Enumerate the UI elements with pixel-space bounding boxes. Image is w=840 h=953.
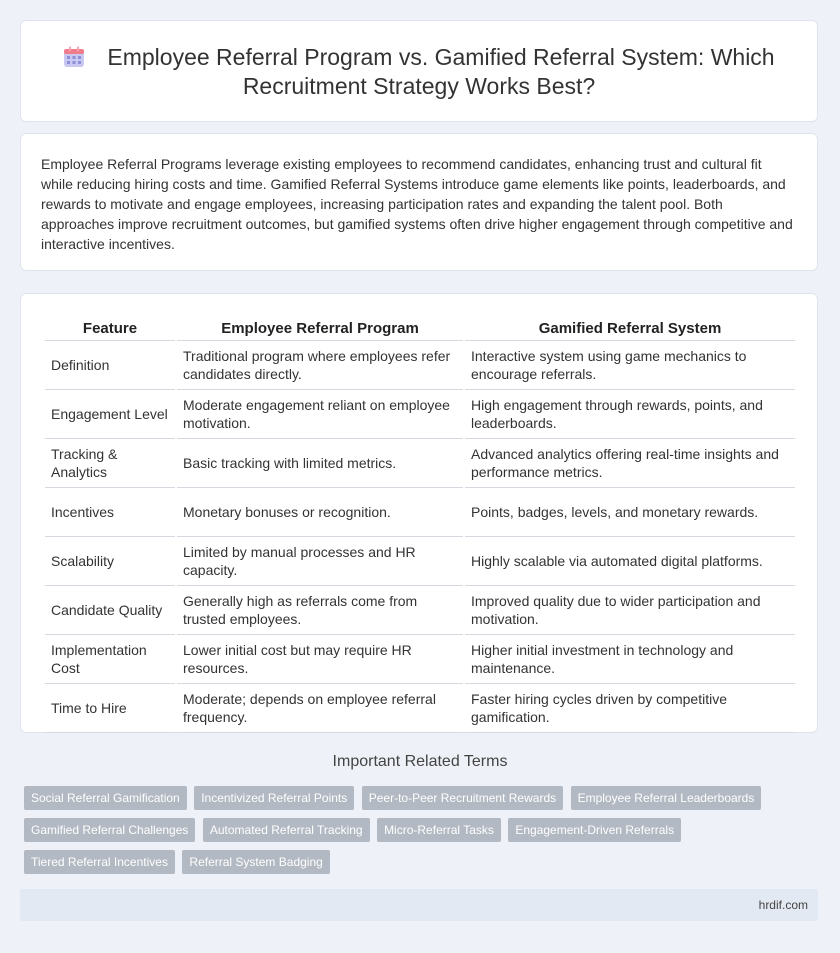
- tag-peer-to-peer-recruitment-rewards[interactable]: Peer-to-Peer Recruitment Rewards: [362, 786, 563, 810]
- row-employee-value: Limited by manual processes and HR capacity.: [177, 537, 463, 586]
- row-gamified-value: Higher initial investment in technology and maintenance.: [465, 635, 795, 684]
- page-title-wrap: [21, 43, 817, 101]
- footer: [20, 889, 818, 921]
- tag-social-referral-gamification[interactable]: Social Referral Gamification: [24, 786, 187, 810]
- row-feature: Tracking & Analytics: [45, 439, 175, 488]
- row-employee-value: Monetary bonuses or recognition.: [177, 488, 463, 537]
- tag-incentivized-referral-points[interactable]: Incentivized Referral Points: [194, 786, 354, 810]
- row-gamified-value: High engagement through rewards, points, and leaderboards.: [465, 390, 795, 439]
- comparison-card: [20, 293, 818, 733]
- table-row: [45, 537, 795, 586]
- table-row: [45, 684, 795, 733]
- related-terms-title: Important Related Terms: [332, 753, 508, 770]
- tag-engagement-driven-referrals[interactable]: Engagement-Driven Referrals: [508, 818, 681, 842]
- row-gamified-value: Advanced analytics offering real-time insights and performance metrics.: [465, 439, 795, 488]
- table-row: [45, 341, 795, 390]
- row-gamified-value: Points, badges, levels, and monetary rewards.: [465, 488, 795, 537]
- row-gamified-value: Improved quality due to wider participation and motivation.: [465, 586, 795, 635]
- header-gamified-referral: Gamified Referral System: [465, 314, 795, 341]
- intro-card: [20, 133, 818, 271]
- row-employee-value: Basic tracking with limited metrics.: [177, 439, 463, 488]
- table-row: [45, 635, 795, 684]
- row-employee-value: Generally high as referrals come from trusted employees.: [177, 586, 463, 635]
- row-feature: Engagement Level: [45, 390, 175, 439]
- comparison-table: [43, 314, 797, 733]
- related-terms-tags: [24, 786, 804, 882]
- tag-micro-referral-tasks[interactable]: Micro-Referral Tasks: [377, 818, 501, 842]
- row-feature: Scalability: [45, 537, 175, 586]
- table-row: [45, 586, 795, 635]
- title-card: [20, 20, 818, 122]
- footer-site-link[interactable]: hrdif.com: [758, 898, 808, 912]
- row-employee-value: Traditional program where employees refer candidates directly.: [177, 341, 463, 390]
- table-row: [45, 488, 795, 537]
- table-row: [45, 439, 795, 488]
- table-header-row: [45, 314, 795, 341]
- row-feature: Time to Hire: [45, 684, 175, 733]
- tag-automated-referral-tracking[interactable]: Automated Referral Tracking: [203, 818, 370, 842]
- row-feature: Incentives: [45, 488, 175, 537]
- intro-paragraph: Employee Referral Programs leverage existing employees to recommend candidates, enhancing trust and cultural fit while reducing hiring costs and time. Gamified Referral Systems introduce game elements like points, leaderboards, and rewards to motivate and engage employees, increasing participation rates and expanding the talent pool. Both approaches improve recruitment outcomes, but gamified systems often drive higher engagement through competitive and interactive incentives.: [41, 156, 793, 252]
- row-gamified-value: Highly scalable via automated digital platforms.: [465, 537, 795, 586]
- tag-tiered-referral-incentives[interactable]: Tiered Referral Incentives: [24, 850, 175, 874]
- table-row: [45, 390, 795, 439]
- page-title: Employee Referral Program vs. Gamified Referral System: Which Recruitment Strategy Works Best?: [107, 44, 775, 99]
- row-feature: Candidate Quality: [45, 586, 175, 635]
- row-feature: Definition: [45, 341, 175, 390]
- row-feature: Implementation Cost: [45, 635, 175, 684]
- header-feature: Feature: [45, 314, 175, 341]
- row-employee-value: Lower initial cost but may require HR resources.: [177, 635, 463, 684]
- tag-employee-referral-leaderboards[interactable]: Employee Referral Leaderboards: [571, 786, 762, 810]
- row-gamified-value: Faster hiring cycles driven by competitive gamification.: [465, 684, 795, 733]
- header-employee-referral: Employee Referral Program: [177, 314, 463, 341]
- row-gamified-value: Interactive system using game mechanics to encourage referrals.: [465, 341, 795, 390]
- row-employee-value: Moderate; depends on employee referral frequency.: [177, 684, 463, 733]
- tag-gamified-referral-challenges[interactable]: Gamified Referral Challenges: [24, 818, 195, 842]
- calendar-grid-icon: [63, 46, 85, 68]
- tag-referral-system-badging[interactable]: Referral System Badging: [182, 850, 329, 874]
- row-employee-value: Moderate engagement reliant on employee motivation.: [177, 390, 463, 439]
